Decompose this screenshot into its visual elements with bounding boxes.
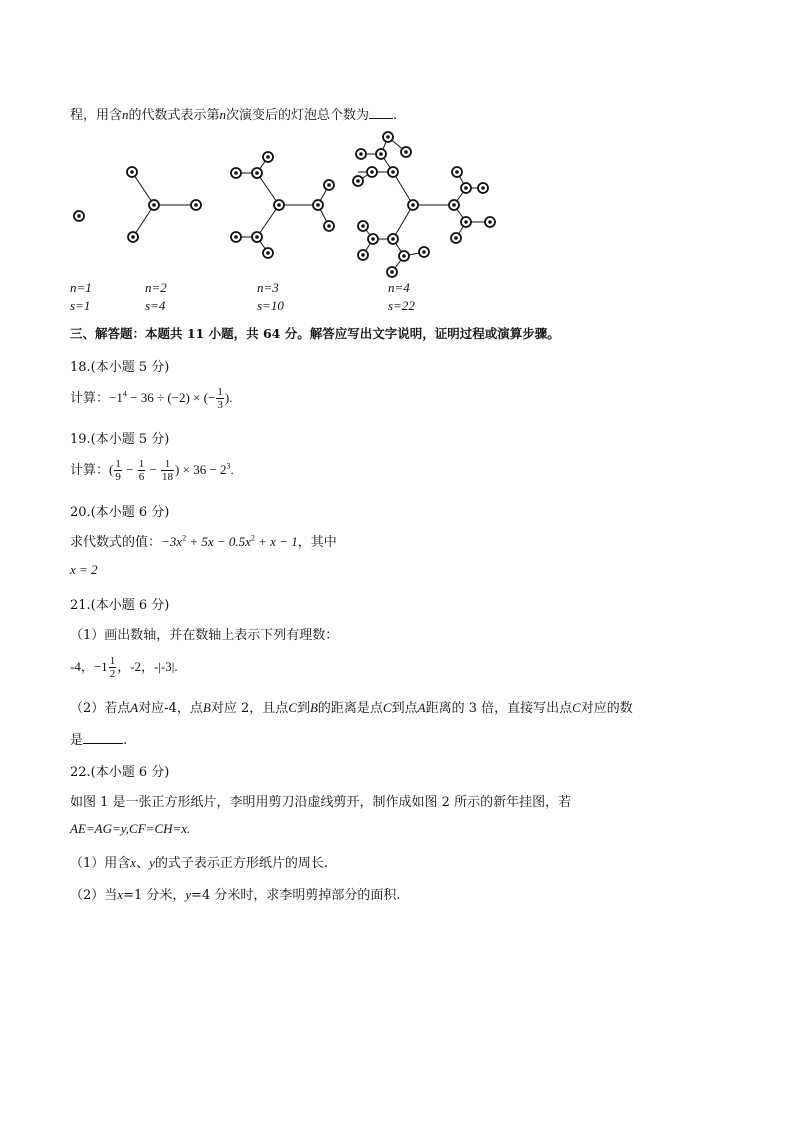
q21-text: 对应-4，点: [138, 701, 203, 716]
fraction-denominator: 2: [109, 668, 116, 680]
fraction-numerator: 1: [161, 458, 174, 471]
question-21-part1: （1）画出数轴，并在数轴上表示下列有理数：: [70, 628, 339, 643]
q20-lead: 求代数式的值：: [70, 535, 162, 550]
q21-text: 是: [70, 733, 84, 748]
answer-blank: [83, 731, 123, 744]
figure-label-s3: s=10: [257, 298, 284, 313]
var-y: y: [149, 855, 155, 870]
var-y: y: [185, 887, 192, 902]
q19-paren: (: [109, 462, 114, 477]
q19-op: −: [146, 462, 161, 477]
q21-mixed-whole: −1: [93, 659, 108, 674]
q21-text: 对应的数: [580, 701, 633, 716]
q18-expr: ).: [224, 390, 233, 405]
q18-lead: 计算：: [70, 391, 110, 406]
intro-text: .: [393, 108, 398, 123]
question-20-condition: x = 2: [70, 562, 98, 577]
question-22-part1: [70, 852, 328, 871]
figure-label-s2: s=4: [145, 298, 166, 313]
q22-text: （1）用含: [70, 856, 131, 871]
question-20-body: [70, 531, 337, 550]
q21-number-list: -4，: [70, 659, 94, 674]
figure-label-n1: n=1: [70, 280, 92, 295]
q19-expr: .: [230, 462, 234, 477]
q22-text: （2）当: [70, 888, 118, 903]
question-19-title: 19.(本小题 5 分): [70, 432, 170, 447]
q18-expr: −1: [109, 390, 123, 405]
lamp-evolution-figure: [0, 0, 794, 320]
q22-text: =1 分米，: [123, 888, 186, 903]
point-a: A: [417, 700, 426, 715]
figure-label-s4: s=22: [388, 298, 415, 313]
question-22-title: 22.(本小题 6 分): [70, 765, 170, 780]
question-22-line1: 如图 1 是一张正方形纸片，李明用剪刀沿虚线剪开，制作成如图 2 所示的新年挂图，若: [70, 795, 572, 810]
point-b: B: [202, 700, 211, 715]
q21-text: 到: [296, 701, 310, 716]
fraction-denominator: 9: [115, 471, 121, 483]
q20-expr: + 5x − 0.5x: [186, 534, 251, 549]
q18-exponent: 4: [122, 389, 127, 399]
q19-expr: ) × 36 − 2: [175, 462, 227, 477]
q21-text: 对应 2，且点: [210, 701, 289, 716]
q21-text: 的距离是点: [317, 701, 383, 716]
q21-text: .: [123, 733, 128, 748]
q20-tail: ，其中: [297, 535, 337, 550]
question-21-numbers: [70, 655, 178, 680]
q19-exponent: 3: [226, 461, 231, 471]
q19-fraction-2: [138, 458, 146, 483]
q19-fraction-1: [114, 458, 122, 483]
figure-label-n2: n=2: [145, 280, 167, 295]
q19-op: −: [122, 462, 137, 477]
intro-text: 的代数式表示第: [128, 108, 220, 123]
fraction-numerator: 1: [109, 655, 116, 667]
question-18-body: [70, 386, 232, 411]
q21-text: 到点: [391, 701, 418, 716]
point-a: A: [130, 700, 139, 715]
point-c: C: [572, 700, 581, 715]
question-22-part2: [70, 884, 401, 903]
section-header: 三、解答题：本题共 11 小题，共 64 分。解答应写出文字说明，证明过程或演算步骤。: [70, 326, 560, 341]
point-c: C: [382, 700, 392, 715]
q22-text: =4 分米时，求李明剪掉部分的面积.: [191, 888, 401, 903]
figure-edges: [132, 137, 490, 272]
q20-expr: −3x: [161, 534, 183, 549]
q20-expr: + x − 1: [254, 534, 298, 549]
q19-fraction-3: [161, 458, 174, 483]
var-x: x: [117, 887, 124, 902]
question-19-body: [70, 458, 234, 483]
intro-text: 次演变后的灯泡总个数为: [226, 108, 370, 123]
q21-number-list: ，-2，-|-3|.: [117, 659, 178, 674]
question-21-part2: [70, 697, 633, 716]
q22-text: 、: [136, 856, 150, 871]
q18-fraction: [216, 386, 224, 411]
question-21-part2-line2: [70, 729, 127, 748]
q19-lead: 计算：: [70, 463, 110, 478]
var-x: x: [130, 855, 137, 870]
figure-label-n3: n=3: [257, 280, 279, 295]
question-21-title: 21.(本小题 6 分): [70, 598, 170, 613]
intro-text: 程，用含: [70, 108, 123, 123]
figure-label-n4: n=4: [388, 280, 410, 295]
q22-text: 的式子表示正方形纸片的周长.: [154, 856, 328, 871]
q21-text: 距离的 3 倍，直接写出点: [425, 701, 573, 716]
var-n: n: [122, 107, 129, 122]
point-b: B: [309, 700, 318, 715]
point-c: C: [288, 700, 297, 715]
question-22-line2: AE=AG=y,CF=CH=x.: [70, 821, 191, 836]
q21-text: （2）若点: [70, 701, 131, 716]
q20-exponent: 2: [250, 533, 255, 543]
fraction-denominator: 6: [138, 471, 145, 483]
question-20-title: 20.(本小题 6 分): [70, 505, 170, 520]
q20-exponent: 2: [182, 533, 187, 543]
var-n: n: [219, 107, 227, 122]
question-18-title: 18.(本小题 5 分): [70, 360, 170, 375]
fraction-numerator: 1: [138, 458, 145, 470]
q21-mixed-fraction: [109, 655, 117, 680]
fraction-numerator: 1: [115, 458, 121, 470]
figure-label-s1: s=1: [70, 298, 91, 313]
fraction-numerator: 1: [217, 386, 223, 398]
q18-expr: − 36 ÷ (−2) × (−: [126, 390, 216, 405]
fraction-denominator: 18: [162, 471, 174, 483]
fraction-denominator: 3: [217, 399, 223, 411]
